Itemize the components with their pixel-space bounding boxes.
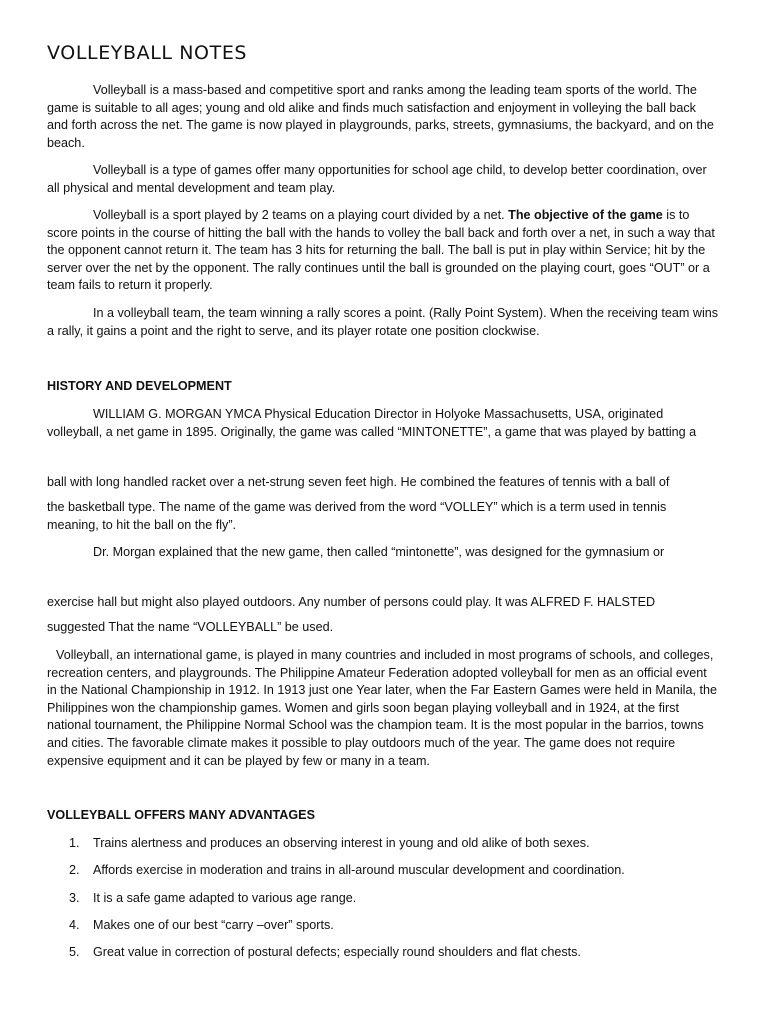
list-item-text: Trains alertness and produces an observing interest in young and old alike of both sexes. [93, 836, 590, 850]
intro-paragraph-3 [47, 207, 719, 295]
objective-rest-text: is to score points in the course of hitting the ball with the hands to volley the ball back and forth over a net, in such a way that the opponent cannot return it. The team has 3 hits for returning the ball. The ball is put in play within Service; hit by the server over the net by the opponent. The rally continues until the ball is grounded on the playing court, goes “OUT” or a team fails to return it properly. [47, 208, 715, 293]
list-item-number: 1. [69, 836, 80, 850]
list-item-text: Great value in correction of postural defects; especially round shoulders and flat chests. [93, 945, 581, 959]
history-line-5: meaning, to hit the ball on the fly”. [47, 518, 237, 532]
history-line-3: ball with long handled racket over a net-strung seven feet high. He combined the features of tennis with a ball of [47, 475, 670, 489]
list-item-number: 5. [69, 945, 80, 959]
page-title: VOLLEYBALL NOTES [47, 42, 248, 64]
list-item-text: Makes one of our best “carry –over” sports. [93, 918, 334, 932]
objective-bold-text: The objective of the game [508, 208, 663, 222]
history-heading: HISTORY AND DEVELOPMENT [47, 379, 232, 393]
list-item-number: 3. [69, 891, 80, 905]
history-line-6: Dr. Morgan explained that the new game, then called “mintonette”, was designed for the gymnasium or [93, 545, 665, 559]
history-line-7: exercise hall but might also played outdoors. Any number of persons could play. It was ALFRED F. HALSTED [47, 595, 656, 609]
objective-intro-text: Volleyball is a sport played by 2 teams on a playing court divided by a net. [93, 208, 509, 222]
list-item-number: 4. [69, 918, 80, 932]
list-item-number: 2. [69, 863, 80, 877]
history-line-8: suggested That the name “VOLLEYBALL” be used. [47, 620, 334, 634]
history-paragraph: Volleyball, an international game, is played in many countries and included in most programs of schools, and colleges, recreation centers, and playgrounds. The Philippine Amateur Federation adopted volleyball for men as an official event in the National Championship in 1912. In 1913 just one Year later, when the Far Eastern Games were held in Manila, the Philippines won the championship games. Women and girls soon began playing volleyball and in 1924, at the first national tournament, the Philippine Normal School was the champion team. It is the most popular in the barrios, towns and cities. The favorable climate makes it possible to play outdoors much of the year. The game does not require expensive equipment and it can be played by few or many in a team. [47, 648, 717, 768]
list-item-text: Affords exercise in moderation and trains in all-around muscular development and coordination. [93, 863, 625, 877]
history-line-2: volleyball, a net game in 1895. Originally, the game was called “MINTONETTE”, a game that was played by batting a [47, 425, 697, 439]
intro-paragraph-4: In a volleyball team, the team winning a rally scores a point. (Rally Point System). When the receiving team wins a rally, it gains a point and the right to serve, and its player rotate one position clockwise. [47, 306, 719, 338]
list-item-text: It is a safe game adapted to various age range. [93, 891, 357, 905]
intro-paragraph-1: Volleyball is a mass-based and competitive sport and ranks among the leading team sports of the world. The game is suitable to all ages; young and old alike and finds much satisfaction and enjoyment in volleying the ball back and forth across the net. The game is now played in playgrounds, parks, streets, gymnasiums, the backyard, and on the beach. [47, 83, 714, 150]
history-line-4: the basketball type. The name of the game was derived from the word “VOLLEY” which is a term used in tennis [47, 500, 667, 514]
history-line-1: WILLIAM G. MORGAN YMCA Physical Education Director in Holyoke Massachusetts, USA, originated [93, 407, 664, 421]
intro-paragraph-2: Volleyball is a type of games offer many opportunities for school age child, to develop better coordination, over all physical and mental development and team play. [47, 163, 707, 195]
advantages-heading: VOLLEYBALL OFFERS MANY ADVANTAGES [47, 808, 315, 822]
